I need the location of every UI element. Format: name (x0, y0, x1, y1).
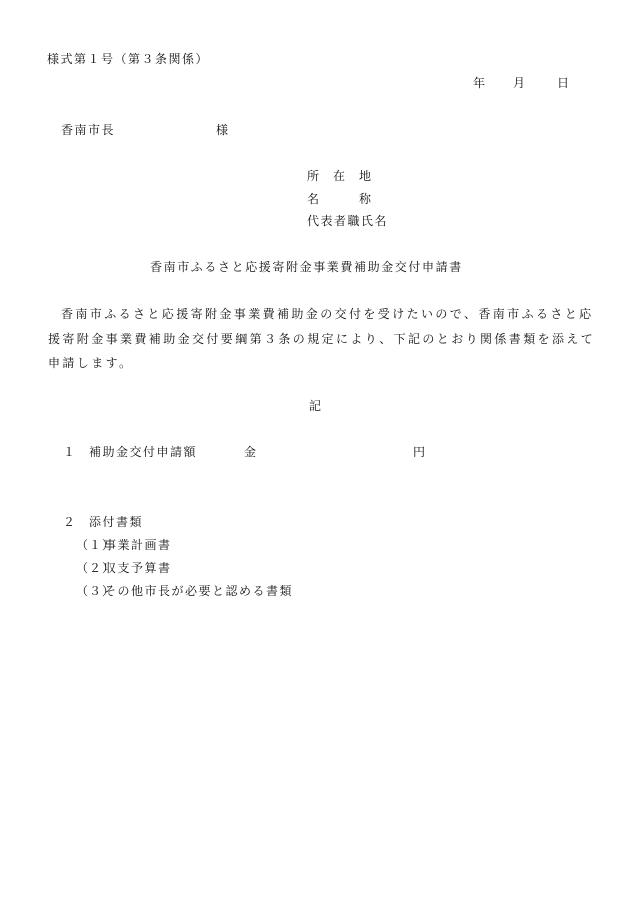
attachment-text: その他市長が必要と認める書類 (104, 584, 294, 598)
addressee-name: 香南市長 (61, 123, 116, 137)
body-paragraph (48, 302, 596, 376)
attachment-text: 収支予算書 (104, 561, 172, 575)
form-number: 様式第１号（第３条関係） (47, 52, 210, 66)
sender-representative-label: 代表者職氏名 (307, 214, 389, 228)
attachment-number: （２） (76, 561, 116, 575)
attachment-item-1 (76, 537, 172, 553)
body-line-2: 援寄附金事業費補助金交付要綱第３条の規定により、下記のとおり関係書類を添えて (48, 331, 596, 346)
sender-location-label: 所 在 地 (307, 169, 373, 183)
item1-label: 補助金交付申請額 (89, 445, 198, 459)
addressee-honorific: 様 (216, 123, 229, 137)
attachment-item-3 (76, 583, 294, 599)
date-line (473, 75, 570, 91)
date-month: 月 (513, 76, 526, 90)
attachment-text: 事業計画書 (104, 538, 172, 552)
attachment-number: （１） (76, 538, 116, 552)
date-year: 年 (473, 76, 486, 90)
item2-number: ２ (63, 515, 76, 529)
date-day: 日 (557, 76, 570, 90)
attachment-number: （３） (76, 584, 116, 598)
item1-number: １ (63, 445, 76, 459)
body-line-1: 香南市ふるさと応援寄附金事業費補助金の交付を受けたいので、香南市ふるさと応 (61, 307, 594, 321)
item1-unit: 円 (413, 445, 426, 459)
item1-currency: 金 (244, 445, 257, 459)
attachment-item-2 (76, 560, 172, 576)
body-line-3: 申請します。 (48, 356, 134, 370)
document-title: 香南市ふるさと応援寄附金事業費補助金交付申請書 (150, 260, 463, 274)
sender-name-label: 名 称 (307, 192, 373, 206)
item2-label: 添付書類 (89, 515, 144, 529)
ki-heading: 記 (309, 399, 322, 413)
